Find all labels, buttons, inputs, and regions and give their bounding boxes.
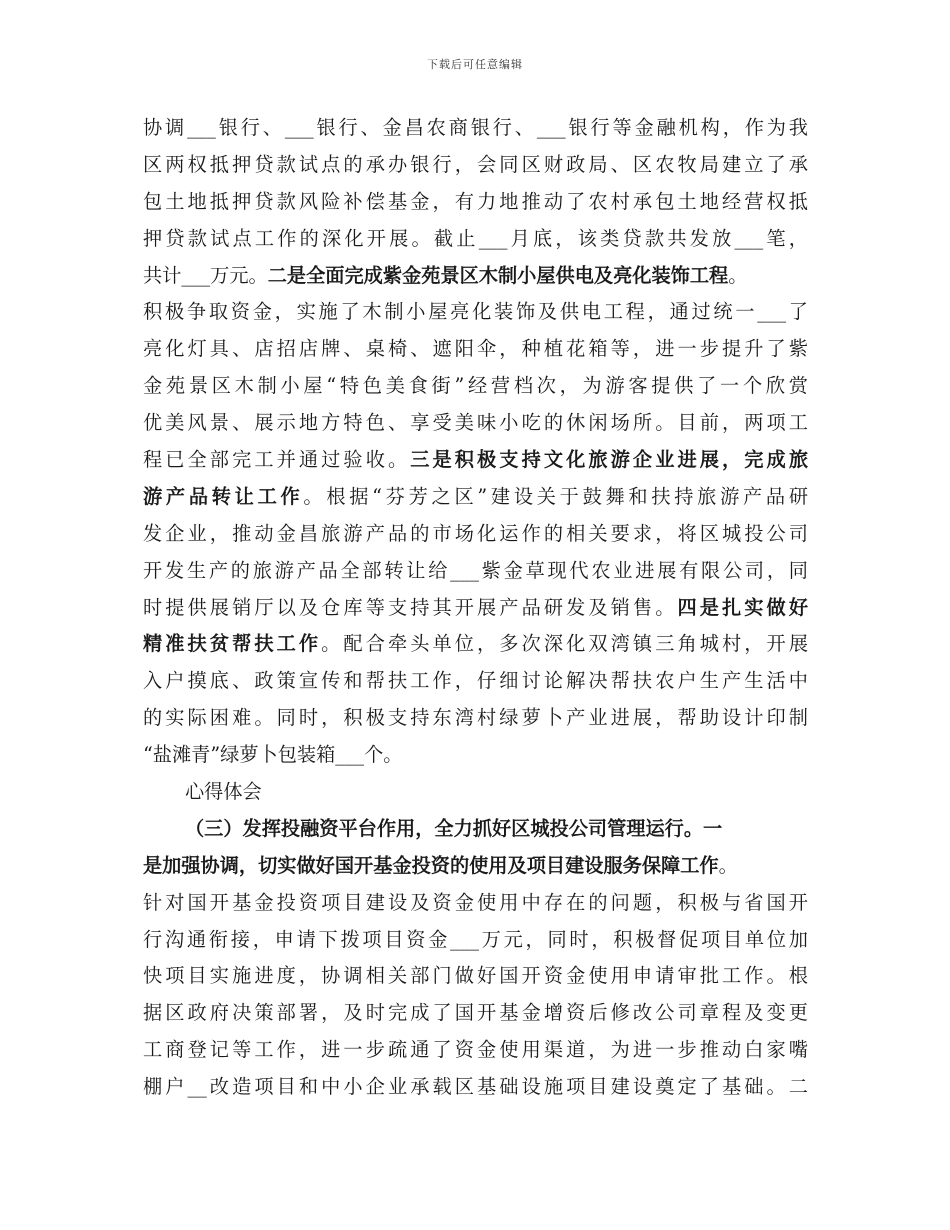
text-line — [143, 700, 808, 737]
text-line — [143, 995, 808, 1032]
body-text-segment: 亮化灯具、店招店牌、桌椅、遮阳伞，种植花箱等，进一步提升了紫 — [143, 337, 808, 361]
text-line — [143, 1032, 808, 1069]
text-line — [143, 922, 808, 959]
body-text-segment: 的实际困难。同时，积极支持东湾村绿萝卜产业进展，帮助设计印制 — [143, 706, 808, 730]
body-text-segment: 棚户__改造项目和中小企业承载区基础设施项目建设奠定了基础。二 — [143, 1075, 808, 1099]
text-line — [143, 221, 808, 258]
body-text-segment: 针对国开基金投资项目建设及资金使用中存在的问题，积极与省国开 — [143, 890, 808, 914]
body-text-segment: 。根据“芬芳之区”建设关于鼓舞和扶持旅游产品研 — [303, 484, 809, 508]
bold-heading-text: 二是全面完成紫金苑景区木制小屋供电及亮化装饰工程 — [267, 263, 729, 287]
text-line — [143, 368, 808, 405]
body-text-segment: 。 — [718, 853, 738, 877]
text-line — [143, 331, 808, 368]
bold-heading-text: 游产品转让工作 — [143, 484, 304, 508]
body-text-segment: 开发生产的旅游产品全部转让给___紫金草现代农业进展有限公司，同 — [143, 558, 808, 582]
text-line — [143, 848, 808, 885]
body-text-segment: 程已全部完工并通过验收。 — [143, 448, 411, 472]
text-line — [143, 737, 808, 774]
body-text-segment: 入户摸底、政策宣传和帮扶工作，仔细讨论解决帮扶农户生产生活中 — [143, 669, 808, 693]
text-line — [143, 405, 808, 442]
text-line — [143, 626, 808, 663]
bold-heading-text: 四是扎实做好 — [677, 595, 809, 619]
text-line — [143, 590, 808, 627]
text-line — [143, 184, 808, 221]
text-line — [143, 1069, 808, 1106]
body-text-segment: 发企业，推动金昌旅游产品的市场化运作的相关要求，将区城投公司 — [143, 521, 808, 545]
text-line — [143, 442, 808, 479]
document-body — [143, 110, 808, 1106]
body-text-segment: 区两权抵押贷款试点的承办银行，会同区财政局、区农牧局建立了承 — [143, 152, 808, 176]
text-line — [143, 811, 808, 848]
bold-heading-text: 精准扶贫帮扶工作 — [143, 632, 322, 656]
body-text-segment: 快项目实施进度，协调相关部门做好国开资金使用申请审批工作。根 — [143, 964, 808, 988]
body-text-segment: 优美风景、展示地方特色、享受美味小吃的休闲场所。目前，两项工 — [143, 411, 808, 435]
section-label — [143, 774, 808, 811]
page-header: 下载后可任意编辑 — [427, 58, 523, 71]
body-text-segment: 金苑景区木制小屋“特色美食街”经营档次，为游客提供了一个欣赏 — [143, 374, 808, 398]
body-text-segment: “盐滩青”绿萝卜包装箱___个。 — [143, 743, 403, 767]
text-line — [143, 258, 808, 295]
body-text-segment: 积极争取资金，实施了木制小屋亮化装饰及供电工程，通过统一___了 — [143, 300, 808, 324]
text-line — [143, 479, 808, 516]
text-line — [143, 147, 808, 184]
body-text-segment: 押贷款试点工作的深化开展。截止___月底，该类贷款共发放___笔， — [143, 226, 808, 250]
text-line — [143, 110, 808, 147]
bold-heading-text: （三）发挥投融资平台作用，全力抓好区城投公司管理运行。一 — [185, 816, 723, 840]
text-line — [143, 885, 808, 922]
body-text-segment: 。配合牵头单位，多次深化双湾镇三角城村，开展 — [321, 632, 809, 656]
body-text-segment: 协调___银行、___银行、金昌农商银行、___银行等金融机构，作为我 — [143, 116, 808, 139]
body-text-segment: 工商登记等工作，进一步疏通了资金使用渠道，为进一步推动白家嘴 — [143, 1038, 808, 1062]
text-line — [143, 958, 808, 995]
text-line — [143, 294, 808, 331]
body-text-segment: 。 — [728, 263, 748, 287]
body-text-segment: 共计___万元。 — [143, 263, 268, 287]
text-line — [143, 553, 808, 590]
body-text-segment: 时提供展销厅以及仓库等支持其开展产品研发及销售。 — [143, 595, 678, 619]
body-text-segment: 据区政府决策部署，及时完成了国开基金增资后修改公司章程及变更 — [143, 1001, 808, 1025]
body-text-segment: 心得体会 — [185, 780, 262, 804]
bold-heading-text: 三是积极支持文化旅游企业进展，完成旅 — [410, 448, 809, 472]
text-line — [143, 663, 808, 700]
bold-heading-text: 是加强协调，切实做好国开基金投资的使用及项目建设服务保障工作 — [143, 853, 719, 877]
text-line — [143, 516, 808, 553]
body-text-segment: 行沟通衔接，申请下拨项目资金___万元，同时，积极督促项目单位加 — [143, 927, 808, 951]
body-text-segment: 包土地抵押贷款风险补偿基金，有力地推动了农村承包土地经营权抵 — [143, 189, 808, 213]
